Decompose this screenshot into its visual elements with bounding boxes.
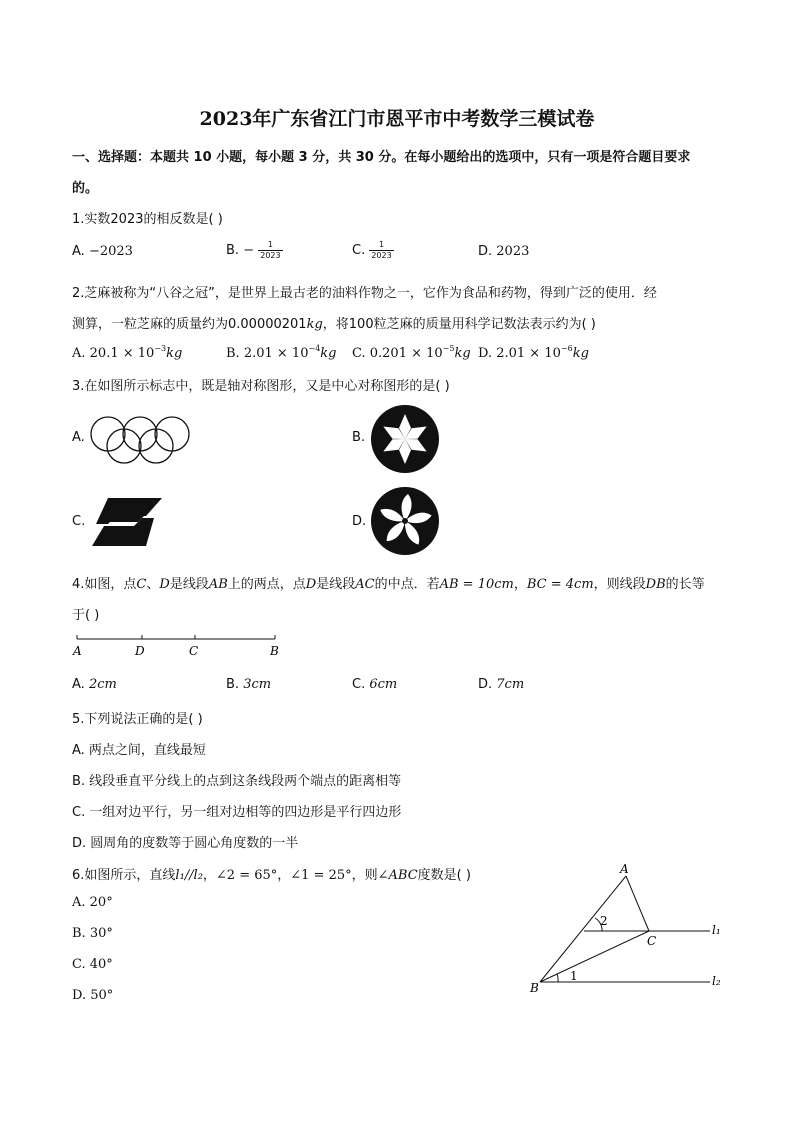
option-label: D. (478, 346, 497, 361)
text: 的中点．若 (374, 577, 440, 592)
q2-option-c[interactable] (352, 344, 471, 361)
q4-stem-line2: 于( ) (72, 608, 100, 623)
q5-option-b[interactable]: B. 线段垂直平分线上的点到这条线段两个端点的距离相等 (72, 774, 402, 789)
fraction (369, 240, 393, 261)
q6-stem (72, 864, 471, 883)
bauhinia-flower-logo-icon[interactable] (370, 486, 440, 556)
text: 、 (146, 577, 160, 592)
text: 是线段 (169, 577, 209, 592)
exponent: −6 (560, 344, 573, 353)
option-value: 3cm (243, 677, 272, 692)
option-label: A. (72, 244, 89, 259)
unit: kg (454, 346, 471, 361)
q6-option-c[interactable]: C. 40° (72, 957, 113, 972)
q4-option-c[interactable] (352, 677, 397, 692)
unit: kg (572, 346, 589, 361)
option-label: D. (478, 244, 497, 259)
option-label: C. (352, 677, 370, 692)
option-value: 2023 (496, 244, 530, 259)
q6-option-a[interactable]: A. 20° (72, 895, 113, 910)
page-title: 2023年广东省江门市恩平市中考数学三模试卷 (199, 108, 595, 130)
unit: kg (306, 317, 323, 332)
text: 度数是( ) (417, 868, 471, 883)
section-heading-line1: 一、选择题：本题共 10 小题，每小题 3 分，共 30 分。在每小题给出的选项中，只有一项是符合题目要求 (72, 150, 691, 165)
denominator: 2023 (260, 251, 281, 260)
text: 是线段 (316, 577, 356, 592)
exponent: −4 (308, 344, 321, 353)
var: DB (645, 577, 666, 592)
q6-option-b[interactable]: B. 30° (72, 926, 113, 941)
parallel-lines: l₁//l₂ (175, 868, 203, 883)
text: 的长等 (665, 577, 705, 592)
var: C (136, 577, 147, 592)
q1-stem: 1.实数2023的相反数是( ) (72, 212, 223, 227)
denominator: 2023 (371, 251, 392, 260)
option-label: C. (352, 346, 370, 361)
q3-stem: 3.在如图所示标志中，既是轴对称图形，又是中心对称图形的是( ) (72, 379, 450, 394)
olympic-rings-icon[interactable] (88, 414, 198, 466)
var: D (305, 577, 317, 592)
q4-option-b[interactable] (226, 677, 271, 692)
var: AB = 10cm (439, 577, 514, 592)
point-label-a: A (73, 644, 82, 658)
q2-option-d[interactable] (478, 344, 589, 361)
point-label-d: D (135, 644, 145, 658)
q1-option-c[interactable] (352, 240, 394, 261)
text: 4.如图，点 (72, 577, 137, 592)
q4-option-d[interactable] (478, 677, 524, 692)
q2-option-a[interactable] (72, 344, 182, 361)
text: 6.如图所示，直线 (72, 868, 176, 883)
option-label: C. (352, 243, 370, 258)
q3-option-a-label[interactable]: A. (72, 430, 85, 445)
q5-option-c[interactable]: C. 一组对边平行，另一组对边相等的四边形是平行四边形 (72, 805, 402, 820)
q6-option-d[interactable]: D. 50° (72, 988, 114, 1003)
q4-stem-line1 (72, 573, 705, 592)
option-value: 2cm (88, 677, 117, 692)
q4-option-a[interactable] (72, 677, 117, 692)
mantissa: 20.1 × 10 (89, 346, 155, 361)
option-label: B. (226, 346, 244, 361)
q5-option-a[interactable]: A. 两点之间，直线最短 (72, 743, 206, 758)
text: ，则线段 (593, 577, 646, 592)
fraction (258, 240, 282, 261)
angle-2-label: 2 (600, 914, 608, 928)
q2-stem-line2 (72, 313, 596, 332)
point-label-b: B (270, 644, 279, 658)
minus-sign: − (243, 243, 255, 258)
unit: kg (166, 346, 183, 361)
mantissa: 2.01 × 10 (243, 346, 309, 361)
text: 上的两点，点 (227, 577, 306, 592)
line-l1-label: l₁ (712, 923, 721, 937)
var: AC (355, 577, 375, 592)
option-value: 7cm (496, 677, 525, 692)
var: D (159, 577, 170, 592)
q3-option-b-label[interactable]: B. (352, 430, 366, 445)
q1-option-d[interactable] (478, 244, 529, 259)
q2-stem-line1: 2.芝麻被称为“八谷之冠”，是世界上最古老的油料作物之一，它作为食品和药物，得到广泛的使用．经 (72, 286, 657, 301)
vertex-label-b: B (530, 981, 539, 995)
q1-option-a[interactable] (72, 244, 133, 259)
mantissa: 0.201 × 10 (369, 346, 443, 361)
vertex-label-a: A (620, 862, 629, 876)
segment-diagram (70, 630, 284, 660)
var: AB (208, 577, 228, 592)
text: ， (513, 577, 527, 592)
s-shape-logo-icon[interactable] (90, 496, 164, 548)
point-label-c: C (189, 644, 199, 658)
line-l2-label: l₂ (712, 974, 721, 988)
q3-option-c-label[interactable]: C. (72, 514, 86, 529)
text: ，将100粒芝麻的质量用科学记数法表示约为( ) (322, 317, 596, 332)
q5-option-d[interactable]: D. 圆周角的度数等于圆心角度数的一半 (72, 836, 299, 851)
option-label: A. (72, 346, 90, 361)
angle-1-label: 1 (570, 969, 578, 983)
section-heading-line2: 的。 (72, 181, 99, 196)
angle-abc: ∠ABC (377, 868, 418, 883)
numerator: 1 (258, 240, 282, 251)
option-label: B. (226, 677, 244, 692)
var: BC = 4cm (526, 577, 594, 592)
unit: kg (320, 346, 337, 361)
text: 测算，一粒芝麻的质量约为0.00000201 (72, 317, 307, 332)
option-value: 6cm (369, 677, 398, 692)
option-label: D. (478, 677, 497, 692)
q2-option-b[interactable] (226, 344, 336, 361)
exponent: −5 (442, 344, 455, 353)
parallel-lines-figure (522, 856, 732, 1000)
vertex-label-c: C (647, 934, 657, 948)
option-label: A. (72, 677, 89, 692)
option-value: −2023 (88, 244, 133, 259)
exponent: −3 (154, 344, 167, 353)
text: ，∠2 = 65°，∠1 = 25°，则 (202, 868, 378, 883)
q3-option-d-label[interactable]: D. (352, 514, 367, 529)
option-label: B. (226, 243, 244, 258)
mantissa: 2.01 × 10 (496, 346, 561, 361)
q5-stem: 5.下列说法正确的是( ) (72, 712, 203, 727)
q1-option-b[interactable] (226, 240, 283, 261)
numerator: 1 (369, 240, 393, 251)
snowflake-diamond-logo-icon[interactable] (370, 404, 440, 474)
